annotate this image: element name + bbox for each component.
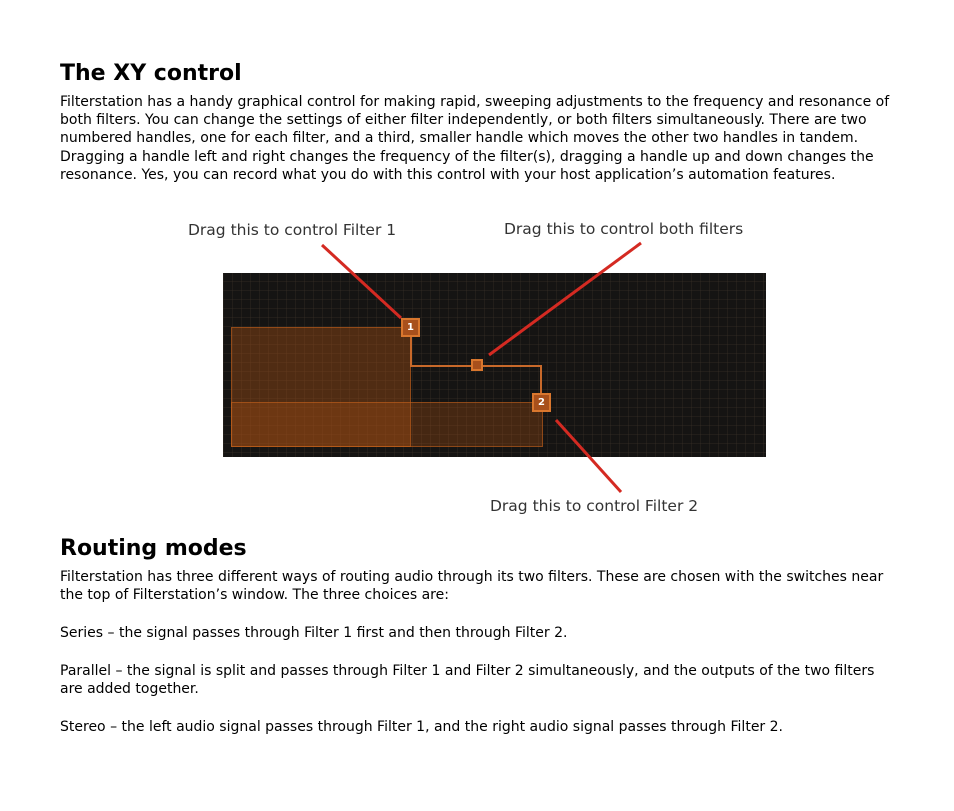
connector-line-2 — [477, 366, 541, 393]
xy-control-heading: The XY control — [60, 61, 242, 86]
xy-control-paragraph: Filterstation has a handy graphical control for making rapid, sweeping adjustments to the frequency and resonance of both filters. You can change the settings of either filter independently, or both filters simultaneously. There are two numbered handles, one for each filter, and a third, smaller handle which moves the other two handles in tandem. Dragging a handle left and right changes the frequency of the filter(s), dragging a handle up and down changes the resonance. Yes, you can record what you do with this control with your host application’s automation features. — [60, 94, 890, 183]
routing-modes-heading: Routing modes — [60, 536, 247, 561]
handle-connector-lines — [223, 273, 766, 457]
filter-1-handle[interactable]: 1 — [401, 318, 420, 337]
label-filter-1: Drag this to control Filter 1 — [188, 221, 397, 239]
label-filter-2: Drag this to control Filter 2 — [490, 497, 699, 515]
filter-2-handle[interactable]: 2 — [532, 393, 551, 412]
routing-series-paragraph: Series – the signal passes through Filter 1 first and then through Filter 2. — [60, 625, 568, 641]
routing-parallel-paragraph: Parallel – the signal is split and passes through Filter 1 and Filter 2 simultaneously, and the outputs of the two filters are added together. — [60, 663, 875, 698]
both-filters-handle[interactable] — [471, 359, 483, 371]
label-both-filters: Drag this to control both filters — [504, 220, 744, 238]
routing-stereo-paragraph: Stereo – the left audio signal passes through Filter 1, and the right audio signal passes through Filter 2. — [60, 719, 783, 735]
routing-intro-paragraph: Filterstation has three different ways of routing audio through its two filters. These are chosen with the switches near the top of Filterstation’s window. The three choices are: — [60, 569, 884, 604]
connector-line-1 — [411, 337, 477, 366]
xy-control-panel[interactable] — [223, 273, 766, 457]
